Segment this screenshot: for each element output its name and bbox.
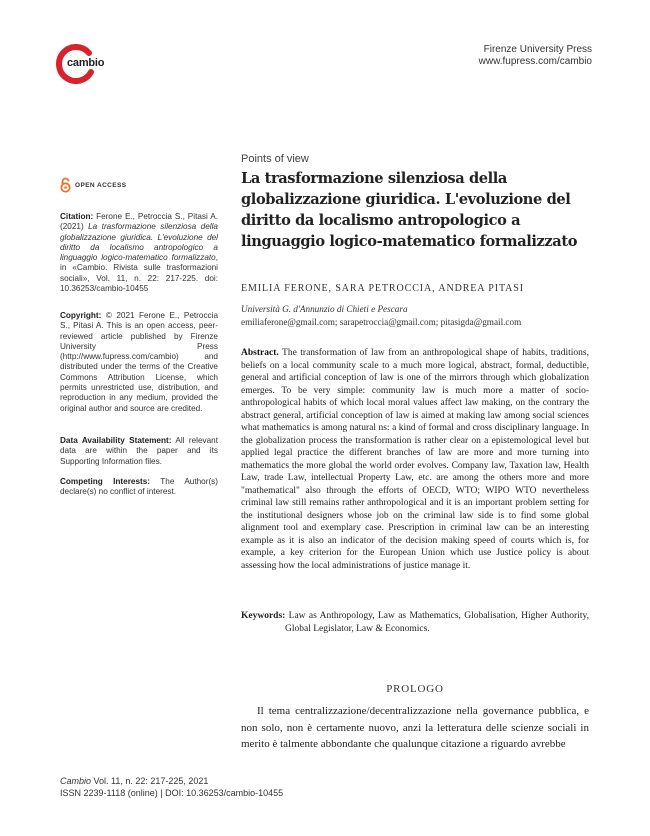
competing-interests-text: The Author(s) declare(s) no conflict of interest. [60,477,218,497]
abstract-label: Abstract. [241,348,279,358]
abstract-text: The transformation of law from an anthropological shape of habits, traditions, beliefs on a local community scale to a much more logical, abstract, formal, deductible, general and artificial conception of law is one of the mirrors through which globalization emerges. To be very simple: community law is much more a matter of socio-anthropological habits of which local moral values affect law making, on the contrary the abstract general, artificial conception of law is aimed at making law among social sciences what mathematics is among natural ns: a kind of formal and cross disciplinary language. In the globalization process the transformation is rather clear on a epistemological level but applied legal practice the different branches of law are more and more turning into mathematics the more global the world order evolves. Company law, Taxation law, Health Law, trade Law, intellectual Property Law, etc. are among the others more and more "mathematical" also through the efforts of OECD, WTO; WIPO WTO nevertheless criminal law still remains rather anthropological and it is an important problem setting for the institutional designers whose job on the criminal law side is to find some global alignment tool and exemplary case. Prescription in criminal law can be an interesting example as it is also an indicator of the decision making speed of courts which is, for example, a key criterion for the European Union which use Justice policy is about assessing how the local administrations of justice manage it. [241,348,589,571]
copyright-text: © 2021 Ferone E., Petroccia S., Pitasi A. This is an open access, peer-reviewed article published by Firenze University Press (http://www.fupress.com/cambio) and distributed under the terms of the Creative Commons Attribution License, which permits unrestricted use, distribution, and reproduction in any medium, provided the original author and source are credited. [60,311,218,413]
body-paragraph: Il tema centralizzazione/decentralizzazione nella governance pubblica, e non solo, non è certamente nuovo, anzi la letteratura delle scienze sociali in merito è talmente abbondante che qualunque citazione a riguardo avrebbe [241,705,589,750]
open-access-lock-icon [60,177,71,193]
keywords-text: Law as Anthropology, Law as Mathematics, Globalisation, Higher Authority, Global Legislator, Law & Economics. [285,611,589,634]
footer-volume: Vol. 11, n. 22: 217-225, 2021 [91,776,209,786]
press-info [479,44,592,68]
data-availability-text: All relevant data are within the paper and its Supporting Information files. [60,436,218,466]
section-label: Points of view [241,153,309,165]
section-heading: PROLOGO [386,683,444,695]
author-emails: emiliaferone@gmail.com; sarapetroccia@gmail.com; pitasigda@gmail.com [241,317,522,327]
logo-text: cambio [67,57,105,69]
citation-block [60,212,218,294]
page-footer [60,775,283,799]
keywords [241,610,589,636]
competing-interests-block [60,477,218,498]
data-availability-label: Data Availability Statement: [60,436,172,445]
citation-label: Citation: [60,212,94,221]
citation-authors: Ferone E., Petroccia S., Pitasi A. (2021) [60,212,218,232]
copyright-label: Copyright: [60,311,102,320]
competing-interests-label: Competing Interests: [60,477,151,486]
press-url[interactable]: www.fupress.com/cambio [478,56,592,67]
open-access-label: OPEN ACCESS [75,181,127,189]
footer-journal: Cambio [60,776,92,786]
data-availability-block [60,436,218,467]
citation-title: La trasformazione silenziosa della globalizzazione giuridica. L'evoluzione del diritto da localismo antropologico a linguaggio logico-matematico formalizzato [60,222,218,263]
abstract [241,347,589,572]
keywords-label: Keywords: [241,611,286,621]
footer-issn: ISSN 2239-1118 (online) | DOI: 10.36253/cambio-10455 [60,788,284,798]
press-name: Firenze University Press [483,44,592,55]
article-title: La trasformazione silenziosa della globalizzazione giuridica. L'evoluzione del diritto da localismo antropologico a linguaggio logico-matematico formalizzato [241,170,578,250]
journal-logo [56,44,112,88]
article-authors: EMILIA FERONE, SARA PETROCCIA, ANDREA PITASI [241,283,524,294]
author-affiliation: Università G. d'Annunzio di Chieti e Pescara [241,304,408,314]
citation-source: , in «Cambio. Rivista sulle trasformazioni sociali», Vol. 11, n. 22: 217-225. doi: 10.36253/cambio-10455 [60,253,218,294]
copyright-block [60,311,218,414]
open-access-badge [60,176,126,194]
